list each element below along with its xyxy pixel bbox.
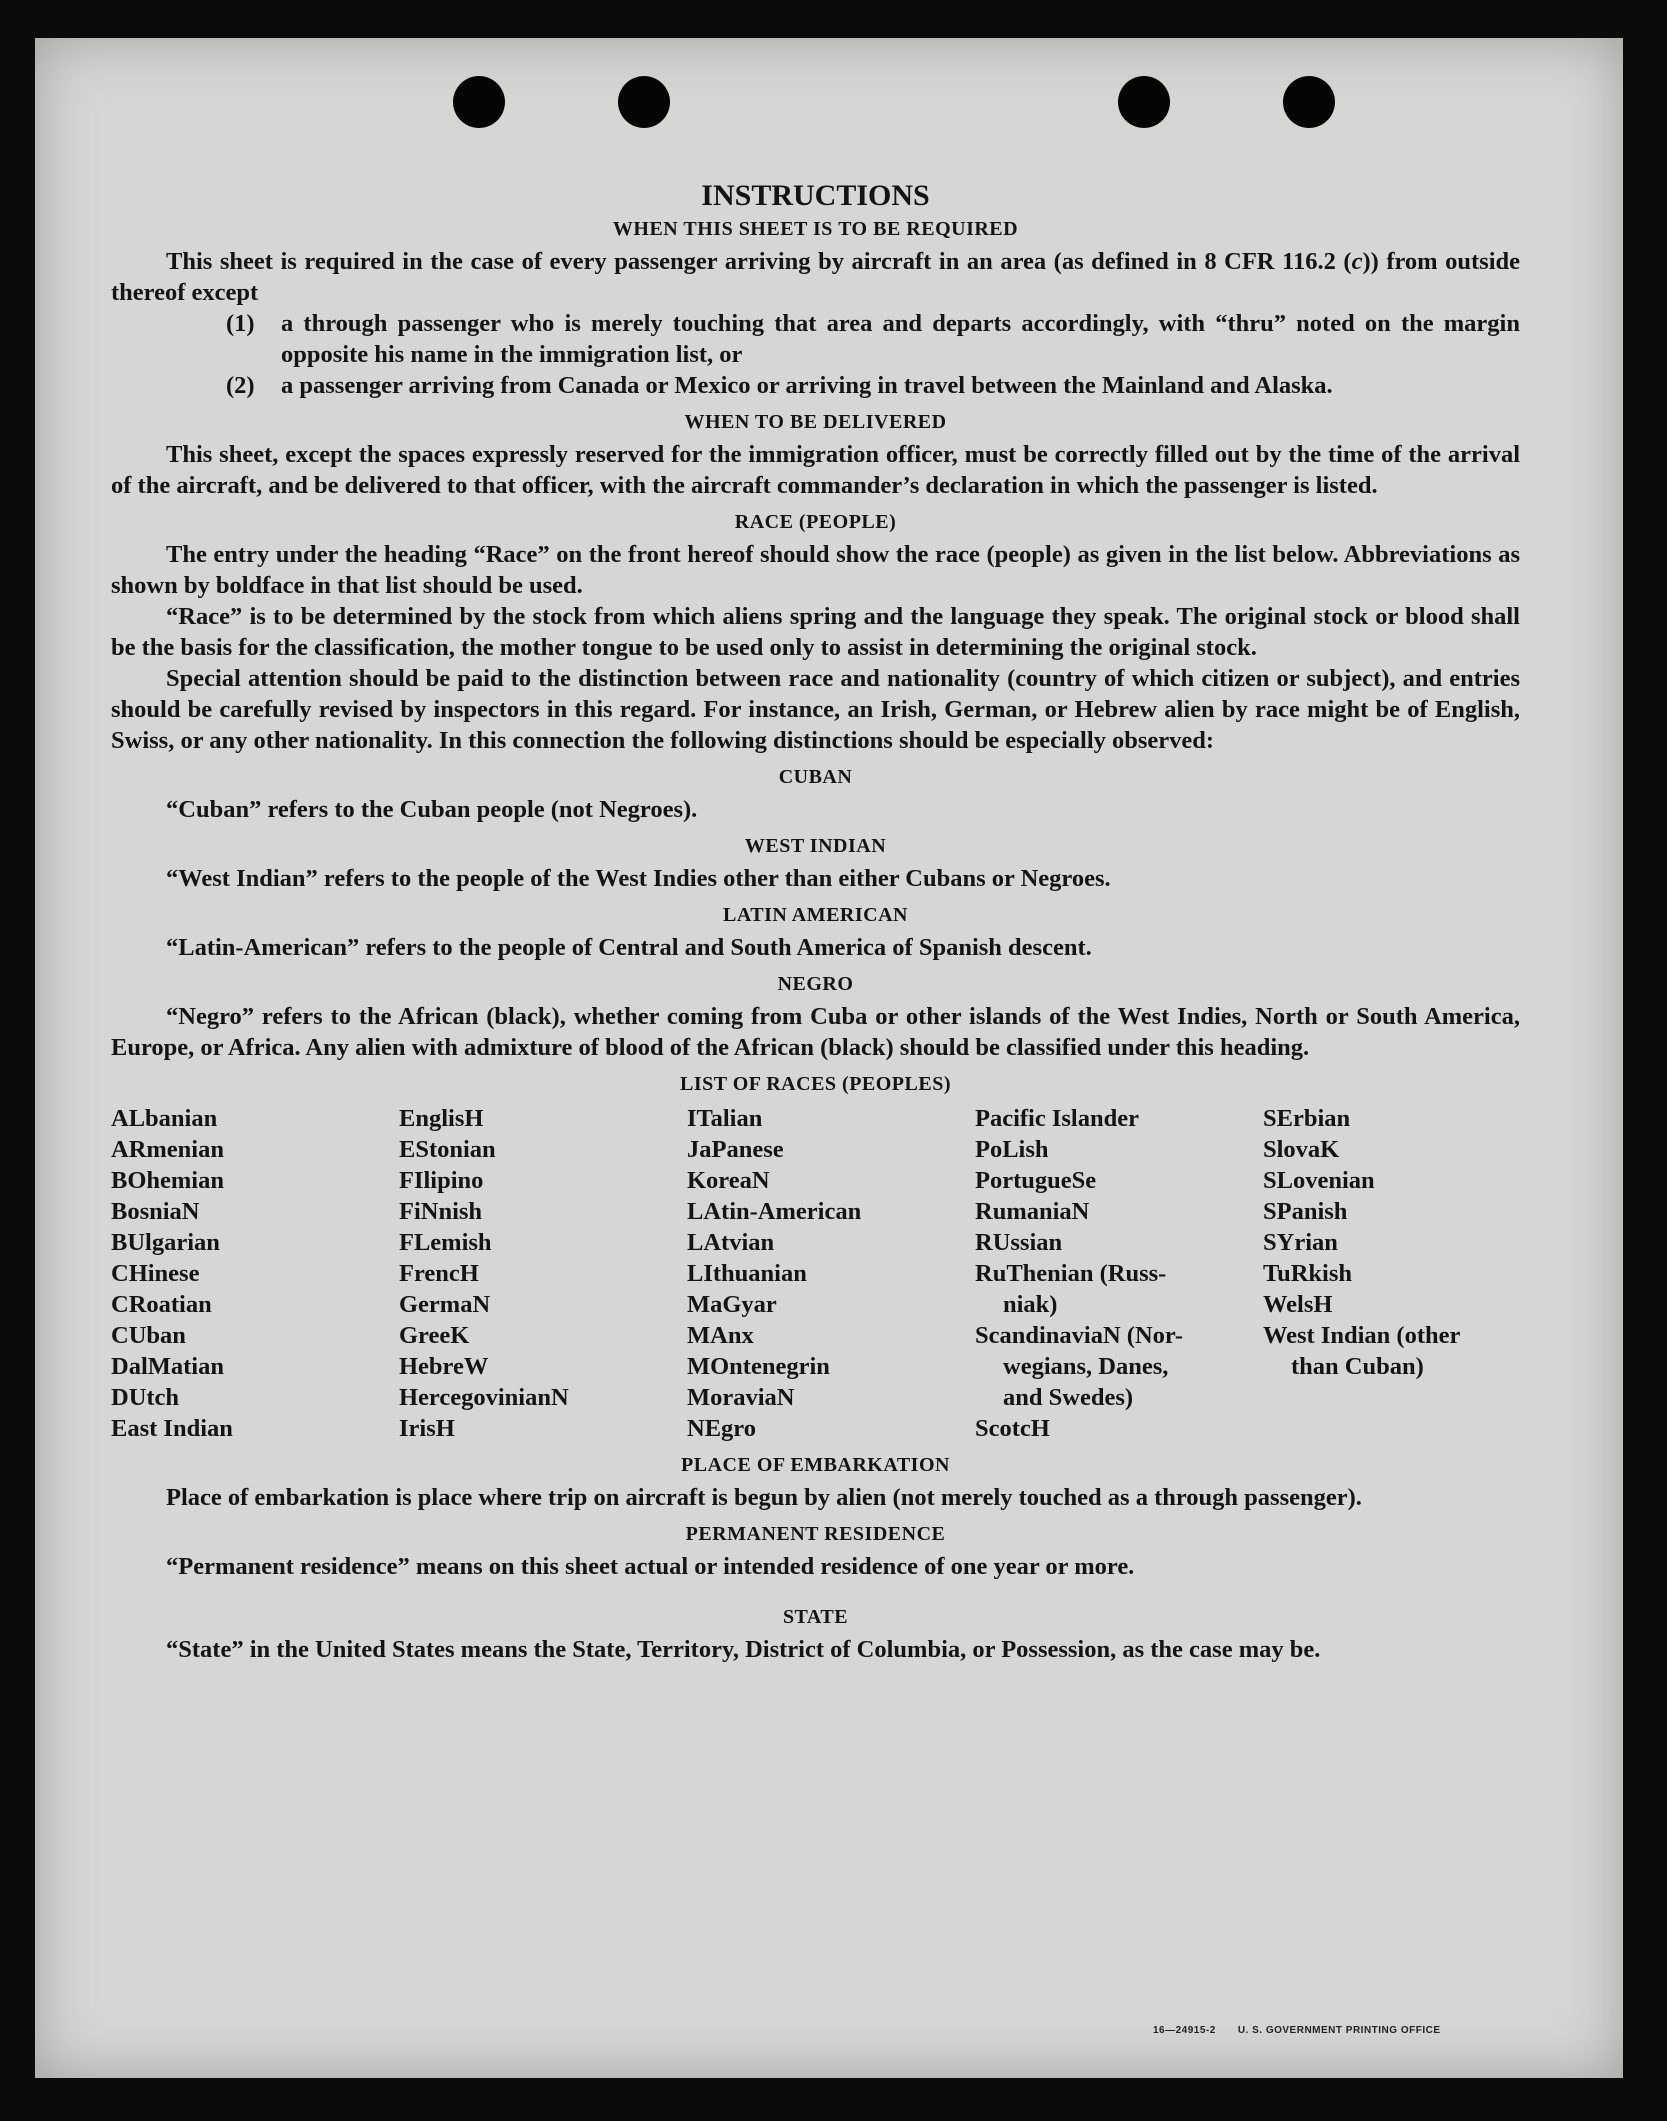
list-item: SYrian — [1263, 1229, 1338, 1256]
list-item: ITalian — [687, 1105, 763, 1132]
list-item: RuThenian (Russ- — [975, 1260, 1167, 1287]
negro-text: “Negro” refers to the African (black), whether coming from Cuba or other islands of the West Indies, North or South America, Europe, or Africa. Any alien with admixture of blood of the African (black) should be classified under this heading. — [111, 1003, 1520, 1061]
list-item: and Swedes) — [1003, 1384, 1134, 1411]
race-paragraph-3: Special attention should be paid to the distinction between race and nationality (country of which citizen or subject), and entries should be carefully revised by inspectors in this regard. For instance, an Irish, German, or Hebrew alien by race might be of English, Swiss, or any other nationality. In this connection the following distinctions should be especially observed: — [111, 665, 1520, 754]
residence-text: “Permanent residence” means on this sheet actual or intended residence of one year or more. — [166, 1553, 1135, 1580]
list-item: HercegovinianN — [399, 1384, 569, 1411]
list-item: BosniaN — [111, 1198, 200, 1225]
delivered-text: This sheet, except the spaces expressly reserved for the immigration officer, must be correctly filled out by the time of the arrival of the aircraft, and be delivered to that officer, with the aircraft commander’s declaration in which the passenger is listed. — [111, 441, 1520, 499]
list-item: CHinese — [111, 1260, 200, 1287]
list-item: GermaN — [399, 1291, 491, 1318]
list-item: niak) — [1003, 1291, 1058, 1318]
race-paragraph-2: “Race” is to be determined by the stock from which aliens spring and the language they speak. The original stock or blood shall be the basis for the classification, the mother tongue to be used only to assist in determining the original stock. — [111, 603, 1520, 661]
west-indian-text: “West Indian” refers to the people of the West Indies other than either Cubans or Negroes. — [166, 865, 1111, 892]
printer-imprint — [1153, 2025, 1463, 2036]
printer-name: U. S. GOVERNMENT PRINTING OFFICE — [1237, 2025, 1441, 2036]
list-item: FrencH — [399, 1260, 479, 1287]
punch-hole — [1283, 76, 1335, 128]
list-item: Pacific Islander — [975, 1105, 1139, 1132]
list-item: ScandinaviaN (Nor- — [975, 1322, 1184, 1349]
punch-hole — [1118, 76, 1170, 128]
latin-american-text: “Latin-American” refers to the people of Central and South America of Spanish descent. — [166, 934, 1092, 961]
heading-list-of-races: LIST OF RACES (PEOPLES) — [679, 1073, 951, 1095]
heading-state: STATE — [782, 1606, 849, 1628]
list-item: RumaniaN — [975, 1198, 1090, 1225]
list-item: wegians, Danes, — [1003, 1353, 1169, 1380]
list-item: PortugueSe — [975, 1167, 1097, 1194]
races-column — [1263, 1103, 1520, 1444]
races-column — [975, 1103, 1263, 1444]
list-item: BUlgarian — [111, 1229, 220, 1256]
instructions-content — [111, 178, 1520, 1665]
list-item: CUban — [111, 1322, 186, 1349]
races-column — [687, 1103, 975, 1444]
list-item: MaGyar — [687, 1291, 777, 1318]
punch-hole — [618, 76, 670, 128]
form-code: 16—24915-2 — [1153, 2025, 1216, 2036]
list-item: LAtvian — [687, 1229, 775, 1256]
list-item: SLovenian — [1263, 1167, 1375, 1194]
list-item: RUssian — [975, 1229, 1063, 1256]
list-item: East Indian — [111, 1415, 233, 1442]
list-item: HebreW — [399, 1353, 489, 1380]
list-item: ARmenian — [111, 1136, 224, 1163]
list-item: LAtin-American — [687, 1198, 862, 1225]
heading-residence: PERMANENT RESIDENCE — [685, 1523, 946, 1545]
list-item: (2) a passenger arriving from Canada or Mexico or arriving in travel between the Mainland and Alaska. — [226, 372, 1333, 399]
races-column — [399, 1103, 687, 1444]
cuban-text: “Cuban” refers to the Cuban people (not Negroes). — [166, 796, 698, 823]
races-list — [111, 1103, 1520, 1444]
list-item: FLemish — [399, 1229, 492, 1256]
heading-cuban: CUBAN — [778, 766, 853, 788]
list-item: (1) a through passenger who is merely touching that area and departs accordingly, with “thru” noted on the margin opposite his name in the immigration list, or — [226, 310, 1520, 368]
state-text: “State” in the United States means the State, Territory, District of Columbia, or Possession, as the case may be. — [166, 1636, 1321, 1663]
list-item: IrisH — [399, 1415, 455, 1442]
list-item: PoLish — [975, 1136, 1049, 1163]
document-page — [35, 38, 1623, 2078]
list-item: ScotcH — [975, 1415, 1050, 1442]
heading-embarkation: PLACE OF EMBARKATION — [681, 1454, 950, 1476]
list-item: SErbian — [1263, 1105, 1351, 1132]
list-item: BOhemian — [111, 1167, 224, 1194]
required-intro: This sheet is required in the case of every passenger arriving by aircraft in an area (as defined in 8 CFR 116.2 (c)) from outside thereof except — [111, 248, 1521, 306]
list-item: FIlipino — [399, 1167, 484, 1194]
list-item: MOntenegrin — [687, 1353, 830, 1380]
list-item: SlovaK — [1263, 1136, 1340, 1163]
list-item: TuRkish — [1263, 1260, 1353, 1287]
heading-west-indian: WEST INDIAN — [744, 835, 887, 857]
embarkation-text: Place of embarkation is place where trip on aircraft is begun by alien (not merely touched as a through passenger). — [166, 1484, 1362, 1511]
list-item: West Indian (other — [1263, 1322, 1461, 1349]
list-item: DalMatian — [111, 1353, 224, 1380]
list-item: KoreaN — [687, 1167, 770, 1194]
list-item: EnglisH — [399, 1105, 484, 1132]
punch-hole — [453, 76, 505, 128]
list-item: NEgro — [687, 1415, 756, 1442]
heading-required: WHEN THIS SHEET IS TO BE REQUIRED — [612, 218, 1019, 240]
page-title: INSTRUCTIONS — [701, 179, 930, 212]
heading-negro: NEGRO — [777, 973, 854, 995]
list-item: CRoatian — [111, 1291, 212, 1318]
list-item: ALbanian — [111, 1105, 218, 1132]
list-item: FiNnish — [399, 1198, 483, 1225]
list-item: JaPanese — [687, 1136, 784, 1163]
race-paragraph-1: The entry under the heading “Race” on the front hereof should show the race (people) as given in the list below. Abbreviations as shown by boldface in that list should be used. — [111, 541, 1520, 599]
list-item: LIthuanian — [687, 1260, 807, 1287]
races-column — [111, 1103, 399, 1444]
list-item: GreeK — [399, 1322, 470, 1349]
required-exceptions-list — [111, 308, 1520, 401]
heading-race: RACE (PEOPLE) — [734, 511, 897, 533]
list-item: EStonian — [399, 1136, 496, 1163]
list-item: SPanish — [1263, 1198, 1348, 1225]
heading-delivered: WHEN TO BE DELIVERED — [684, 411, 947, 433]
list-item: DUtch — [111, 1384, 180, 1411]
list-item: MoraviaN — [687, 1384, 795, 1411]
list-item: than Cuban) — [1291, 1353, 1424, 1380]
heading-latin-american: LATIN AMERICAN — [723, 904, 908, 926]
list-item: MAnx — [687, 1322, 754, 1349]
list-item: WelsH — [1263, 1291, 1333, 1318]
